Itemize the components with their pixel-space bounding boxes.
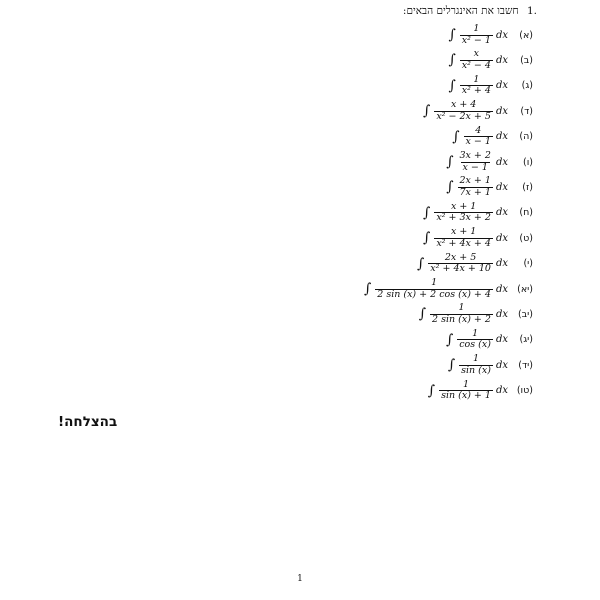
item-label: (א) [519, 29, 533, 41]
fraction [438, 380, 494, 402]
differential: dx [495, 105, 508, 117]
integral-expression [446, 151, 508, 173]
differential: dx [495, 131, 508, 143]
integral-expression [428, 380, 508, 402]
differential: dx [495, 80, 508, 92]
item-label: (טו) [516, 385, 533, 397]
differential: dx [495, 29, 508, 41]
numerator: x + 1 [450, 200, 477, 212]
numerator: 1 [462, 378, 470, 390]
integral-sign: ∫ [363, 281, 372, 297]
numerator: x + 4 [450, 99, 477, 111]
question-number: .1 [526, 5, 537, 17]
differential: dx [495, 385, 508, 397]
item-label: (יג) [519, 334, 533, 346]
numerator: 1 [472, 327, 479, 339]
numerator: 1 [473, 23, 480, 34]
fraction [459, 24, 494, 46]
integral-expression [364, 278, 508, 300]
question-heading [403, 5, 537, 17]
integral-sign: ∫ [446, 179, 454, 196]
integral-expression [417, 253, 508, 275]
denominator: 7x + 1 [459, 186, 491, 198]
integral-expression [448, 24, 508, 46]
differential: dx [495, 359, 508, 371]
differential: dx [495, 334, 508, 346]
differential: dx [495, 308, 508, 320]
integral-item [452, 125, 533, 149]
integral-sign: ∫ [417, 255, 425, 272]
denominator: 2 sin (x) + 2 cos (x) + 4 [377, 288, 491, 300]
integral-sign: ∫ [423, 103, 431, 120]
fraction [429, 303, 494, 325]
differential: dx [495, 258, 508, 270]
integral-sign: ∫ [427, 382, 436, 399]
differential: dx [495, 283, 508, 295]
integral-sign: ∫ [452, 128, 460, 145]
integral-expression [423, 227, 508, 249]
denominator: 2 sin (x) + 2 [432, 313, 491, 325]
fraction [459, 49, 494, 71]
denominator: cos (x) [459, 339, 491, 351]
integral-sign: ∫ [448, 27, 456, 43]
integral-item [448, 48, 533, 72]
numerator: x + 1 [450, 226, 477, 238]
integral-item [423, 226, 533, 250]
item-label: (יב) [517, 308, 533, 320]
integral-expression [419, 303, 508, 325]
integral-expression [446, 176, 508, 198]
fraction [427, 253, 494, 275]
question-text: חשבו את האינגרלים הבאים: [402, 5, 519, 17]
integral-sign: ∫ [446, 154, 454, 170]
denominator: x² − 4 [461, 59, 491, 71]
item-label: (ח) [519, 207, 533, 219]
denominator: x − 1 [465, 136, 491, 148]
integral-sign: ∫ [423, 230, 431, 247]
integral-expression [423, 100, 508, 122]
integral-item [423, 201, 533, 225]
integral-item [448, 74, 533, 98]
fraction [457, 176, 494, 198]
numerator: 1 [431, 277, 438, 288]
integral-sign: ∫ [448, 52, 456, 69]
fraction [456, 329, 494, 351]
integral-item [448, 23, 533, 47]
item-label: (ב) [520, 54, 533, 66]
item-label: (ג) [521, 80, 533, 92]
denominator: x² + 4x + 10 [430, 263, 491, 275]
integral-expression [448, 75, 508, 97]
page-number: 1 [297, 574, 303, 584]
integral-item [446, 150, 533, 174]
numerator: 4 [475, 124, 482, 136]
item-label: (ו) [522, 156, 533, 168]
numerator: 1 [458, 302, 465, 314]
denominator: x − 1 [462, 161, 488, 173]
integral-item [428, 379, 533, 403]
differential: dx [495, 54, 508, 66]
closing-text: בהצלחה! [58, 414, 118, 430]
integral-sign: ∫ [423, 204, 431, 221]
fraction [459, 75, 494, 97]
integral-item [364, 277, 533, 301]
denominator: sin (x) + 1 [441, 390, 491, 402]
item-label: (ד) [520, 105, 533, 117]
integral-item [446, 328, 533, 352]
fraction [463, 126, 494, 148]
denominator: sin (x) [461, 364, 491, 376]
integral-expression [452, 126, 508, 148]
numerator: 1 [473, 73, 480, 85]
item-label: (ז) [522, 181, 533, 193]
fraction [433, 100, 494, 122]
integral-item [417, 252, 533, 276]
integral-sign: ∫ [448, 77, 456, 94]
differential: dx [495, 232, 508, 244]
integral-sign: ∫ [447, 357, 456, 374]
fraction [374, 278, 494, 300]
denominator: x² + 3x + 2 [436, 212, 491, 224]
numerator: 2x + 5 [444, 251, 477, 263]
numerator: 2x + 1 [459, 175, 491, 187]
integral-expression [448, 354, 508, 376]
integral-expression [446, 329, 508, 351]
fraction [433, 227, 494, 249]
denominator: x² + 4 [461, 85, 491, 97]
integral-item [448, 353, 533, 377]
item-label: (יא) [517, 283, 533, 295]
integral-item [419, 302, 533, 326]
integral-expression [448, 49, 508, 71]
denominator: x² + 4x + 4 [436, 237, 491, 249]
item-label: (ט) [519, 232, 533, 244]
numerator: 3x + 2 [459, 150, 491, 161]
fraction [433, 202, 494, 224]
denominator: x² − 2x + 5 [436, 110, 491, 122]
fraction [457, 151, 494, 173]
differential: dx [495, 181, 508, 193]
item-label: (יד) [518, 359, 533, 371]
integral-expression [423, 202, 508, 224]
differential: dx [495, 156, 508, 168]
item-label: (י) [523, 258, 533, 270]
numerator: 1 [473, 353, 480, 365]
denominator: x² − 1 [461, 34, 491, 46]
integral-item [423, 99, 533, 123]
differential: dx [495, 207, 508, 219]
integral-sign: ∫ [418, 306, 427, 323]
integral-item [446, 175, 533, 199]
item-label: (ה) [519, 131, 533, 143]
numerator: x [473, 48, 480, 60]
fraction [458, 354, 494, 376]
integral-sign: ∫ [445, 331, 454, 348]
